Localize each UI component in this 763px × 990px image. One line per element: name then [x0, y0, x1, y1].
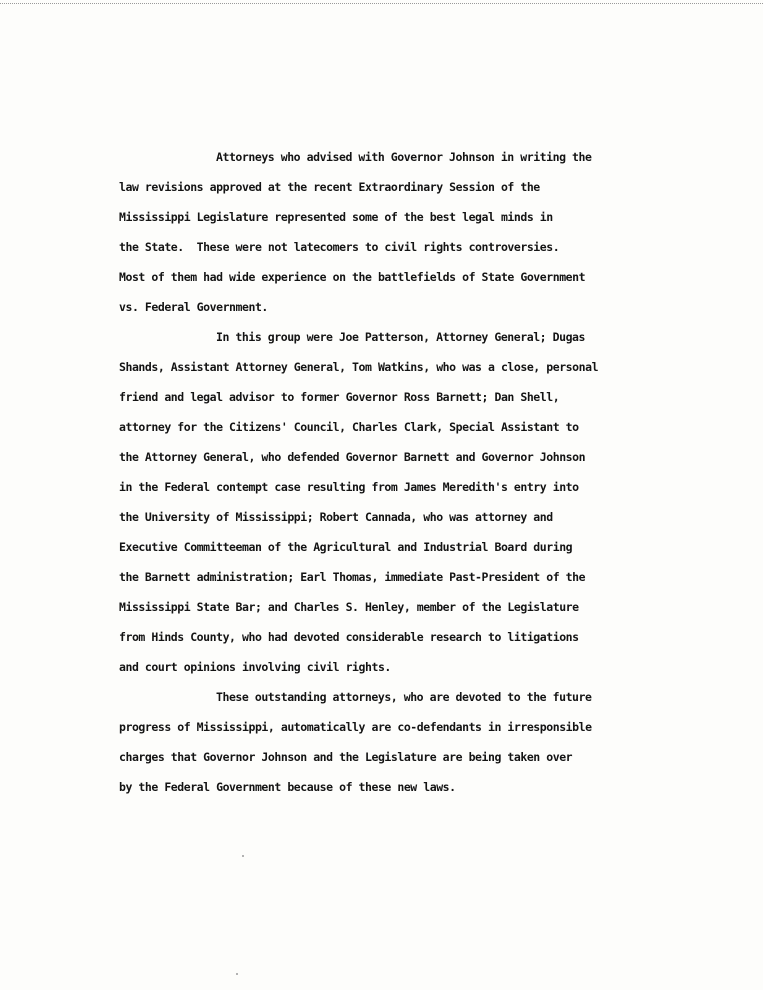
paragraph-1-line-5: Most of them had wide experience on the battlefields of State Government — [119, 270, 586, 284]
paragraph-3-line-4: by the Federal Government because of these new laws. — [119, 780, 456, 794]
paragraph-1-line-6: vs. Federal Government. — [119, 300, 268, 314]
paragraph-2-line-6: in the Federal contempt case resulting from James Meredith's entry into — [119, 480, 579, 494]
scan-speck — [242, 855, 244, 857]
paragraph-1-line-3: Mississippi Legislature represented some of the best legal minds in — [119, 210, 553, 224]
paragraph-1-line-2: law revisions approved at the recent Extraordinary Session of the — [119, 180, 540, 194]
paragraph-2-line-9: the Barnett administration; Earl Thomas, immediate Past-President of the — [119, 570, 586, 584]
paragraph-2-line-1: In this group were Joe Patterson, Attorney General; Dugas — [216, 330, 585, 344]
paragraph-3-line-2: progress of Mississippi, automatically are co-defendants in irresponsible — [119, 720, 592, 734]
paragraph-2-line-4: attorney for the Citizens' Council, Charles Clark, Special Assistant to — [119, 420, 579, 434]
paragraph-3-line-3: charges that Governor Johnson and the Legislature are being taken over — [119, 750, 573, 764]
paragraph-3-line-1: These outstanding attorneys, who are devoted to the future — [216, 690, 592, 704]
paragraph-2-line-3: friend and legal advisor to former Governor Ross Barnett; Dan Shell, — [119, 390, 560, 404]
paragraph-1-line-1: Attorneys who advised with Governor Johnson in writing the — [216, 150, 592, 164]
paragraph-2-line-5: the Attorney General, who defended Governor Barnett and Governor Johnson — [119, 450, 586, 464]
paragraph-1-line-4: the State. These were not latecomers to civil rights controversies. — [119, 240, 560, 254]
paragraph-2-line-11: from Hinds County, who had devoted considerable research to litigations — [119, 630, 579, 644]
top-edge-line — [0, 3, 763, 4]
paragraph-2-line-8: Executive Committeeman of the Agricultural and Industrial Board during — [119, 540, 573, 554]
paragraph-2-line-7: the University of Mississippi; Robert Cannada, who was attorney and — [119, 510, 553, 524]
scan-speck — [236, 973, 238, 975]
paragraph-2-line-10: Mississippi State Bar; and Charles S. Henley, member of the Legislature — [119, 600, 579, 614]
paragraph-2-line-2: Shands, Assistant Attorney General, Tom Watkins, who was a close, personal — [119, 360, 599, 374]
document-body — [119, 142, 699, 802]
paragraph-2-line-12: and court opinions involving civil rights. — [119, 660, 391, 674]
